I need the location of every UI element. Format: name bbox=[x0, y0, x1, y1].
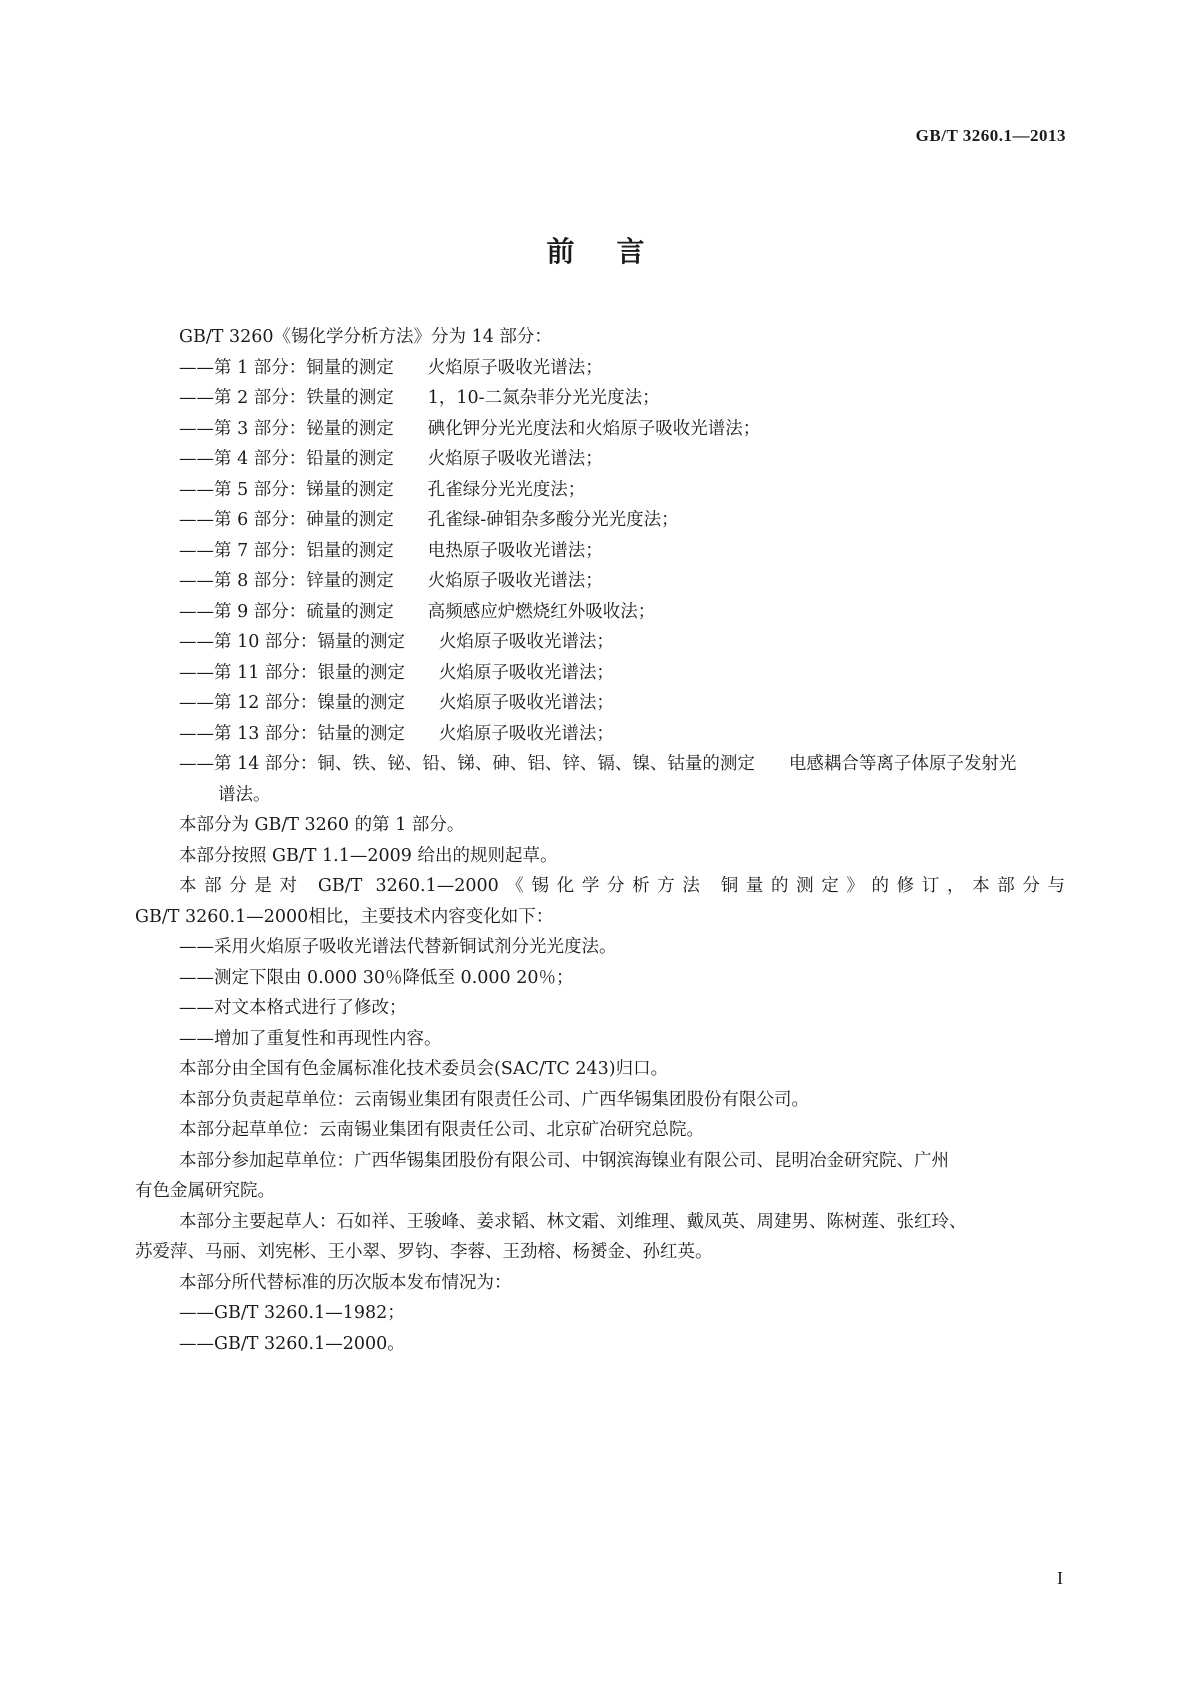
part-method: 火焰原子吸收光谱法； bbox=[427, 449, 603, 469]
paragraph: 本部分由全国有色金属标准化技术委员会(SAC/TC 243)归口。 bbox=[179, 1059, 669, 1079]
paragraph: 本部分主要起草人：石如祥、王骏峰、姜求韬、林文霜、刘维理、戴凤英、周建男、陈树莲、张红玲、 bbox=[179, 1211, 967, 1232]
part-method: 电感耦合等离子体原子发射光 bbox=[788, 754, 1017, 774]
part-method: 1，10-二氮杂菲分光光度法； bbox=[427, 388, 660, 408]
part-label: ——第 9 部分：硫量的测定 bbox=[179, 601, 394, 622]
part-list-item bbox=[135, 688, 1065, 719]
part-label: ——第 6 部分：砷量的测定 bbox=[179, 510, 394, 530]
history-item: ——GB/T 3260.1—2000。 bbox=[179, 1333, 405, 1354]
part-label: ——第 8 部分：锌量的测定 bbox=[179, 571, 394, 591]
part-list-item bbox=[135, 536, 1065, 567]
part-method: 高频感应炉燃烧红外吸收法； bbox=[427, 601, 656, 622]
standard-code: GB/T 3260.1—2013 bbox=[915, 126, 1066, 145]
part-label: ——第 12 部分：镍量的测定 bbox=[179, 693, 405, 713]
paragraph-continued: 苏爱萍、马丽、刘宪彬、王小翠、罗钧、李蓉、王劲榕、杨赟金、孙红英。 bbox=[135, 1242, 713, 1262]
paragraph: 本部分参加起草单位：广西华锡集团股份有限公司、中钢滨海镍业有限公司、昆明冶金研究院、广州 bbox=[179, 1150, 949, 1171]
part-list-item bbox=[135, 414, 1065, 445]
part-method: 火焰原子吸收光谱法； bbox=[427, 571, 603, 591]
part-list-item-14 bbox=[135, 749, 1065, 780]
part-method: 火焰原子吸收光谱法； bbox=[438, 723, 614, 744]
history-item: ——GB/T 3260.1—1982； bbox=[179, 1303, 405, 1323]
paragraph-continued: 有色金属研究院。 bbox=[135, 1181, 275, 1201]
part-list-item bbox=[135, 353, 1065, 384]
paragraph: 本部分起草单位：云南锡业集团有限责任公司、北京矿冶研究总院。 bbox=[179, 1120, 704, 1140]
part-list-item bbox=[135, 475, 1065, 506]
part-method: 电热原子吸收光谱法； bbox=[427, 540, 603, 561]
change-item: ——对文本格式进行了修改； bbox=[179, 998, 407, 1018]
part-method: 火焰原子吸收光谱法； bbox=[438, 662, 614, 683]
part-label: ——第 13 部分：钴量的测定 bbox=[179, 723, 405, 744]
part-list-item bbox=[135, 383, 1065, 414]
part-list-item bbox=[135, 719, 1065, 750]
page-number: I bbox=[1057, 1568, 1063, 1588]
part-label: ——第 10 部分：镉量的测定 bbox=[179, 632, 405, 652]
document-body bbox=[135, 322, 1065, 1359]
part-method: 火焰原子吸收光谱法； bbox=[427, 357, 603, 378]
part-method: 火焰原子吸收光谱法； bbox=[438, 632, 614, 652]
change-item: ——测定下限由 0.000 30％降低至 0.000 20％； bbox=[179, 967, 574, 988]
part-label: ——第 5 部分：锑量的测定 bbox=[179, 479, 394, 500]
part-list-item bbox=[135, 658, 1065, 689]
part-label: ——第 7 部分：铝量的测定 bbox=[179, 540, 394, 561]
change-item: ——采用火焰原子吸收光谱法代替新铜试剂分光光度法。 bbox=[179, 937, 617, 957]
paragraph: 本部分所代替标准的历次版本发布情况为： bbox=[179, 1272, 512, 1293]
part-list-item bbox=[135, 566, 1065, 597]
part-list-item-14-continued: 谱法。 bbox=[218, 784, 271, 805]
paragraph-revision-continued: GB/T 3260.1—2000相比，主要技术内容变化如下： bbox=[135, 906, 554, 927]
change-item: ——增加了重复性和再现性内容。 bbox=[179, 1028, 442, 1049]
page-title: 前言 bbox=[546, 235, 687, 268]
part-list-item bbox=[135, 597, 1065, 628]
part-label: ——第 1 部分：铜量的测定 bbox=[179, 357, 394, 378]
part-list-item bbox=[135, 627, 1065, 658]
paragraph: 本部分负责起草单位：云南锡业集团有限责任公司、广西华锡集团股份有限公司。 bbox=[179, 1089, 809, 1110]
intro-paragraph: GB/T 3260《锡化学分析方法》分为 14 部分： bbox=[179, 327, 552, 347]
part-list-item bbox=[135, 444, 1065, 475]
paragraph: 本部分为 GB/T 3260 的第 1 部分。 bbox=[179, 815, 465, 835]
part-method: 火焰原子吸收光谱法； bbox=[438, 693, 614, 713]
part-label: ——第 14 部分：铜、铁、铋、铅、锑、砷、铝、锌、镉、镍、钴量的测定 bbox=[179, 754, 755, 774]
paragraph-revision: 本部分是对 GB/T 3260.1—2000《锡化学分析方法 铜量的测定》的修订，本部分与 bbox=[179, 876, 1065, 896]
part-label: ——第 3 部分：铋量的测定 bbox=[179, 418, 394, 439]
part-method: 孔雀绿分光光度法； bbox=[427, 479, 586, 500]
paragraph: 本部分按照 GB/T 1.1—2009 给出的规则起草。 bbox=[179, 845, 558, 866]
part-label: ——第 2 部分：铁量的测定 bbox=[179, 388, 394, 408]
part-method: 孔雀绿-砷钼杂多酸分光光度法； bbox=[427, 510, 679, 530]
part-label: ——第 4 部分：铅量的测定 bbox=[179, 449, 394, 469]
part-list-item bbox=[135, 505, 1065, 536]
part-label: ——第 11 部分：银量的测定 bbox=[179, 662, 405, 683]
part-method: 碘化钾分光光度法和火焰原子吸收光谱法； bbox=[427, 418, 761, 439]
